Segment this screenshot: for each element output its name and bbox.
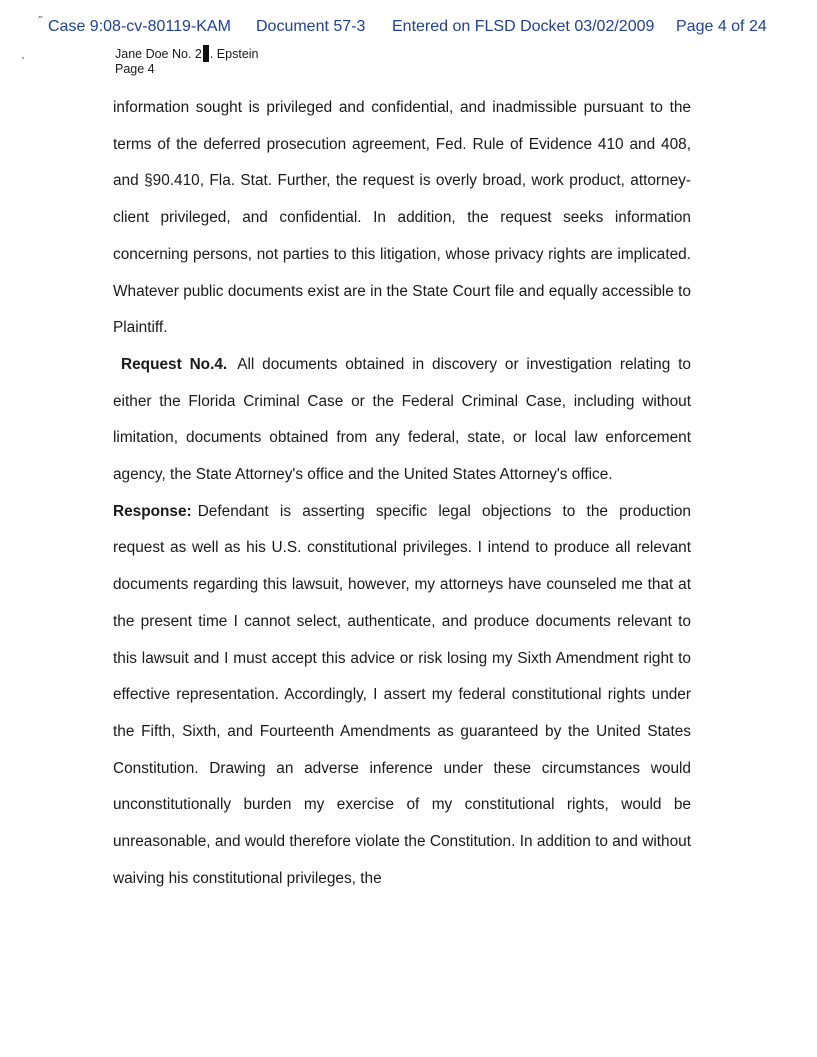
stamp-case-number: Case 9:08-cv-80119-KAM bbox=[48, 18, 231, 35]
document-body bbox=[113, 90, 691, 897]
stamp-document-number: Document 57-3 bbox=[256, 18, 366, 35]
caption-title-before: Jane Doe No. 2 bbox=[115, 47, 202, 61]
caption-title-after: . Epstein bbox=[209, 47, 259, 61]
caption-page-label: Page 4 bbox=[115, 62, 155, 76]
response-paragraph bbox=[113, 494, 691, 898]
page-caption bbox=[115, 45, 259, 76]
objection-paragraph: information sought is privileged and confidential, and inadmissible pursuant to the terms of the deferred prosecution agreement, Fed. Rule of Evidence 410 and 408, and §90.410, Fla. Stat. Further, the request is overly broad, work product, attorney-client privileged, and confidential. In addition, the request seeks information concerning persons, not parties to this litigation, whose privacy rights are implicated. Whatever public documents exist are in the State Court file and equally accessible to Plaintiff. bbox=[113, 99, 691, 337]
stamp-mark: ˝ bbox=[38, 14, 42, 28]
redaction-mark bbox=[203, 45, 209, 62]
request-heading: Request No.4. bbox=[121, 355, 228, 373]
case-caption-title bbox=[115, 45, 259, 62]
stamp-page-count: Page 4 of 24 bbox=[676, 18, 767, 35]
stamp-docket-entry: Entered on FLSD Docket 03/02/2009 bbox=[392, 18, 655, 35]
response-text: Defendant is asserting specific legal objections to the production request as well as his U.S. constitutional privileges. I intend to produce all relevant documents regarding this lawsuit, however, my attorneys have counseled me that at the present time I cannot select, authenticate, and produce documents relevant to this lawsuit and I must accept this advice or risk losing my Sixth Amendment right to effective representation. Accordingly, I assert my federal constitutional rights under the Fifth, Sixth, and Fourteenth Amendments as guaranteed by the United States Constitution. Drawing an adverse inference under these circumstances would unconstitutionally burden my exercise of my constitutional rights, would be unreasonable, and would therefore violate the Constitution. In addition to and without waiving his constitutional privileges, the bbox=[113, 502, 691, 887]
request-text: All documents obtained in discovery or investigation relating to either the Florida Criminal Case or the Federal Criminal Case, including without limitation, documents obtained from any federal, state, or local law enforcement agency, the State Attorney's office and the United States Attorney's office. bbox=[113, 355, 691, 484]
request-paragraph bbox=[113, 347, 691, 494]
response-heading: Response: bbox=[113, 502, 192, 520]
court-filing-stamp bbox=[0, 14, 817, 40]
scan-speck bbox=[22, 57, 24, 59]
